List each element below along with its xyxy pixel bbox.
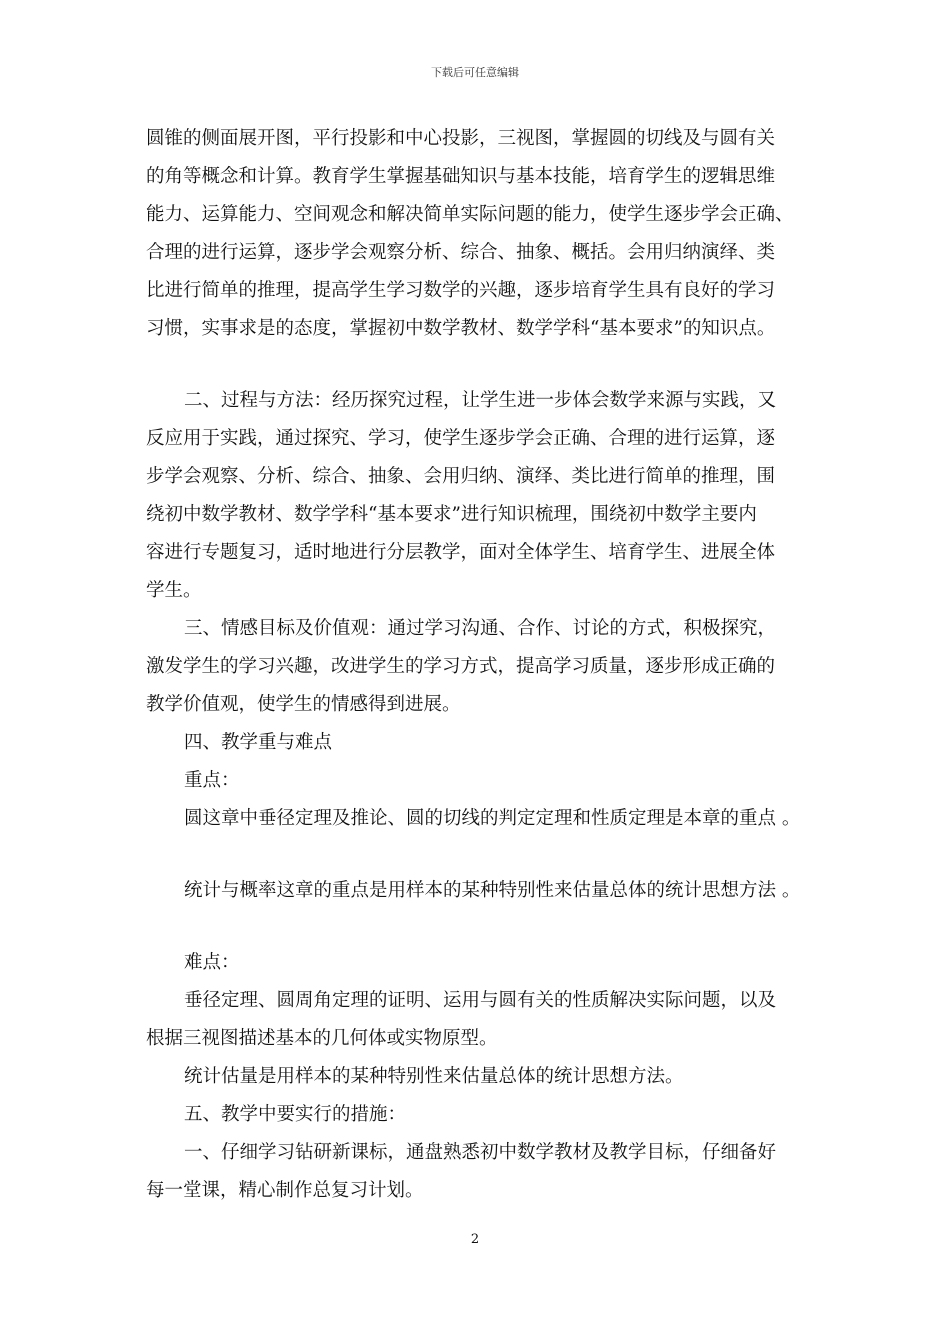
text-line: 每一堂课，精心制作总复习计划。 (146, 1180, 424, 1201)
text-line: 圆这章中垂径定理及推论、圆的切线的判定定理和性质定理是本章的重点 。 (184, 808, 801, 829)
text-line: 的角等概念和计算。教育学生掌握基础知识与基本技能，培育学生的逻辑思维 (146, 166, 776, 187)
text-line: 绕初中数学教材、数学学科“基本要求”进行知识梳理，围绕初中数学主要内 (146, 504, 757, 525)
section-heading: 四、教学重与难点 (184, 732, 333, 753)
text-line: 比进行简单的推理，提高学生学习数学的兴趣，逐步培育学生具有良好的学习 (146, 280, 776, 301)
text-line: 步学会观察、分析、综合、抽象、会用归纳、演绎、类比进行简单的推理，围 (146, 466, 776, 487)
difficult-points-label: 难点： (184, 952, 240, 973)
text-line: 根据三视图描述基本的几何体或实物原型。 (146, 1028, 498, 1049)
key-points-label: 重点： (184, 770, 240, 791)
text-line: 能力、运算能力、空间观念和解决简单实际问题的能力，使学生逐步学会正确、 (146, 204, 794, 225)
text-line: 垂径定理、圆周角定理的证明、运用与圆有关的性质解决实际问题，以及 (184, 990, 777, 1011)
text-line: 教学价值观，使学生的情感得到进展。 (146, 694, 461, 715)
text-line: 容进行专题复习，适时地进行分层教学，面对全体学生、培育学生、进展全体 (146, 542, 776, 563)
text-line: 统计与概率这章的重点是用样本的某种特别性来估量总体的统计思想方法 。 (184, 880, 801, 901)
text-line: 二、过程与方法：经历探究过程，让学生进一步体会数学来源与实践，又 (184, 390, 777, 411)
page-number: 2 (470, 1232, 480, 1247)
text-line: 习惯，实事求是的态度，掌握初中数学教材、数学学科“基本要求”的知识点。 (146, 318, 776, 339)
section-heading: 五、教学中要实行的措施： (184, 1104, 407, 1125)
text-line: 圆锥的侧面展开图，平行投影和中心投影，三视图，掌握圆的切线及与圆有关 (146, 128, 776, 149)
text-line: 三、情感目标及价值观：通过学习沟通、合作、讨论的方式，积极探究， (184, 618, 777, 639)
text-line: 激发学生的学习兴趣，改进学生的学习方式，提高学习质量，逐步形成正确的 (146, 656, 776, 677)
text-line: 一、仔细学习钻研新课标，通盘熟悉初中数学教材及教学目标，仔细备好 (184, 1142, 777, 1163)
page-header: 下载后可任意编辑 (431, 66, 519, 79)
text-line: 学生。 (146, 580, 202, 601)
text-line: 合理的进行运算，逐步学会观察分析、综合、抽象、概括。会用归纳演绎、类 (146, 242, 776, 263)
text-line: 反应用于实践，通过探究、学习，使学生逐步学会正确、合理的进行运算，逐 (146, 428, 776, 449)
text-line: 统计估量是用样本的某种特别性来估量总体的统计思想方法。 (184, 1066, 684, 1087)
